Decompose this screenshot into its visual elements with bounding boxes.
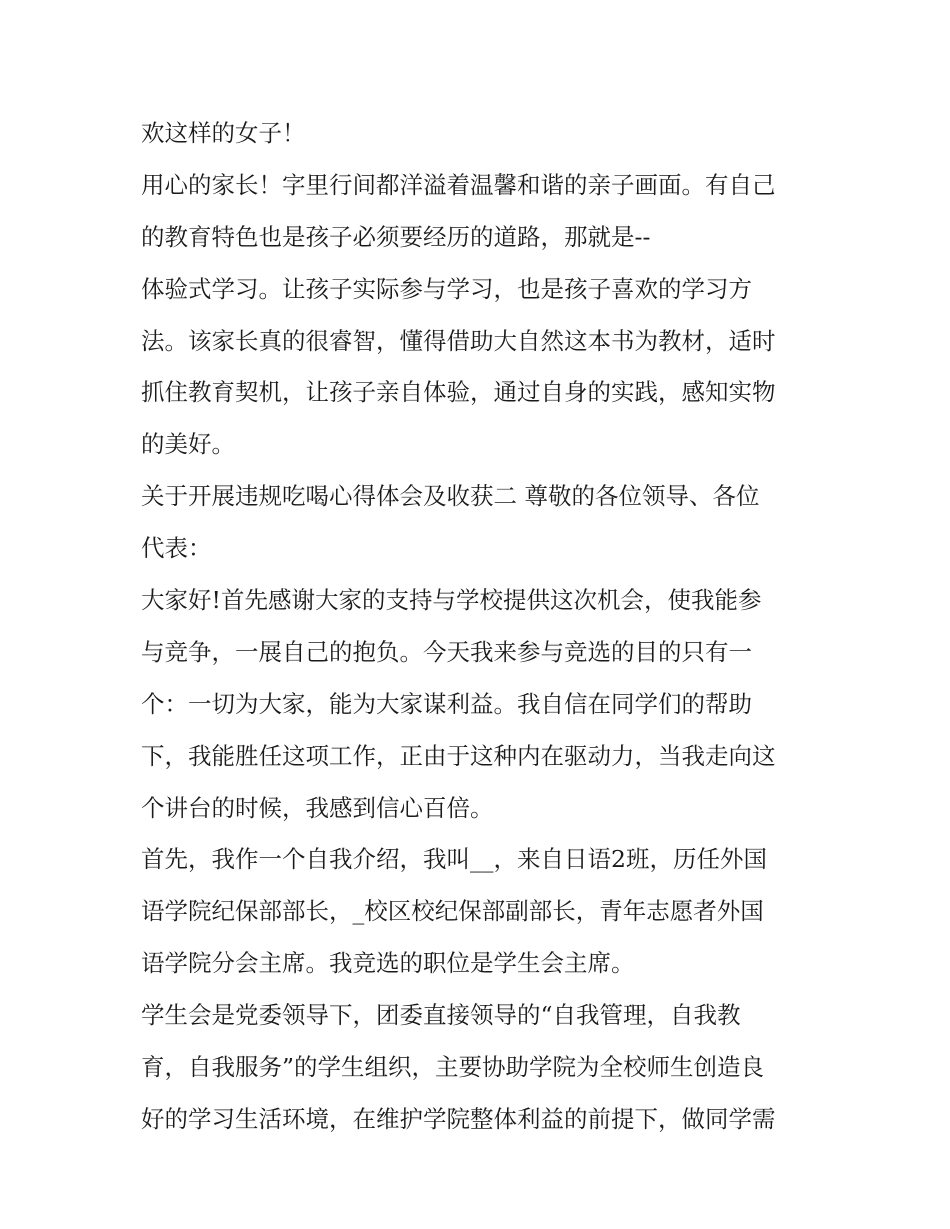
- text-line: 育，自我服务”的学生组织，主要协助学院为全校师生创造良: [141, 1053, 765, 1082]
- text-line: 大家好!首先感谢大家的支持与学校提供这次机会，使我能参: [141, 586, 762, 615]
- text-line: 与竞争，一展自己的抱负。今天我来参与竞选的目的只有一: [141, 637, 752, 666]
- text-line: 首先，我作一个自我介绍，我叫__，来自日语2班，历任外国: [141, 845, 767, 874]
- text-line: 抓住教育契机，让孩子亲自体验，通过自身的实践，感知实物: [141, 378, 776, 407]
- text-line: 法。该家长真的很睿智，懂得借助大自然这本书为教材，适时: [141, 326, 776, 355]
- text-line: 个：一切为大家，能为大家谋利益。我自信在同学们的帮助: [141, 689, 752, 718]
- text-line: 体验式学习。让孩子实际参与学习，也是孩子喜欢的学习方: [141, 274, 752, 303]
- text-line: 语学院纪保部部长，_校区校纪保部副部长，青年志愿者外国: [141, 897, 764, 926]
- text-line: 代表：: [141, 534, 212, 563]
- text-line: 好的学习生活环境，在维护学院整体利益的前提下，做同学需: [141, 1104, 776, 1133]
- text-line: 关于开展违规吃喝心得体会及收获二 尊敬的各位领导、各位: [141, 482, 760, 511]
- text-line: 下，我能胜任这项工作，正由于这种内在驱动力，当我走向这: [141, 741, 776, 770]
- text-line: 语学院分会主席。我竞选的职位是学生会主席。: [141, 949, 635, 978]
- text-line: 欢这样的女子！: [141, 119, 306, 147]
- text-line: 个讲台的时候，我感到信心百倍。: [141, 793, 494, 822]
- text-line: 的美好。: [141, 430, 235, 459]
- document-body: [141, 108, 821, 1146]
- text-line: 用心的家长！字里行间都洋溢着温馨和谐的亲子画面。有自己: [141, 170, 776, 199]
- text-line: 学生会是党委领导下，团委直接领导的“自我管理，自我教: [141, 1001, 741, 1030]
- text-line: 的教育特色也是孩子必须要经历的道路，那就是--: [141, 222, 651, 251]
